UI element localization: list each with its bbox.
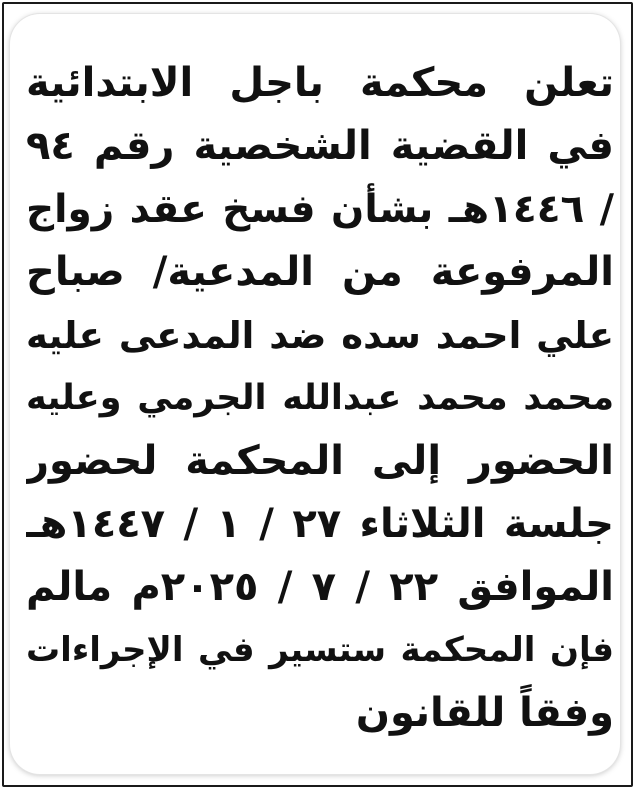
notice-line: وفقاً للقانون	[355, 690, 614, 736]
notice-line: فإن المحكمة ستسير في الإجراءات	[26, 630, 614, 670]
notice-line: تعلن محكمة باجل الابتدائية	[26, 60, 614, 106]
notice-line: / ١٤٤٦هـ بشأن فسخ عقد زواج	[26, 187, 614, 232]
notice-line: الحضور إلى المحكمة لحضور	[26, 438, 614, 484]
notice-line: في القضية الشخصية رقم ٩٤	[26, 123, 614, 169]
notice-line: جلسة الثلاثاء ٢٧ / ١ / ١٤٤٧هـ	[26, 501, 614, 547]
notice-line: محمد محمد عبدالله الجرمي وعليه	[26, 378, 614, 418]
notice-text	[26, 52, 614, 745]
notice-line: المرفوعة من المدعية/ صباح	[26, 249, 614, 295]
notice-line: الموافق ٢٢ / ٧ / ٢٠٢٥م مالم	[26, 564, 614, 610]
notice-line: علي احمد سده ضد المدعى عليه	[26, 314, 614, 357]
